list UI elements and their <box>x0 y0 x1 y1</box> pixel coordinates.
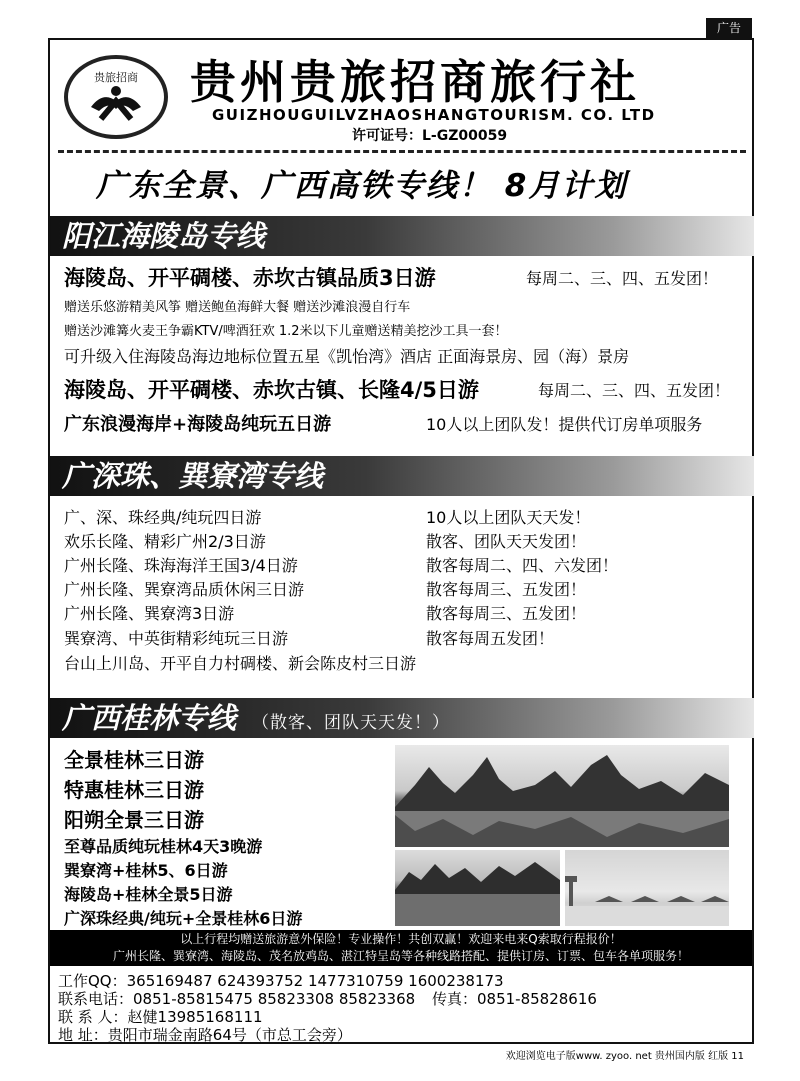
guilin-karst-photo <box>395 745 729 847</box>
fax-label: 传真： <box>431 990 477 1008</box>
route-name: 广州长隆、巽寮湾品质休闲三日游 <box>64 580 305 599</box>
person-label: 联 系 人： <box>58 1008 128 1026</box>
route-schedule: 散客、团队天天发团！ <box>426 532 587 551</box>
notice-line: 以上行程均赠送旅游意外保险！专业操作！共创双赢！欢迎来电来Q索取行程报价！ <box>180 932 622 946</box>
company-name: 贵州贵旅招商旅行社 <box>190 55 640 109</box>
company-name-en: GUIZHOUGUILVZHAOSHANGTOURISM. CO. LTD <box>212 106 656 124</box>
page-footer: 欢迎浏览电子版www. zyoo. net 贵州国内版 红版 11 <box>505 1051 744 1062</box>
phone-value: 0851-85815475 85823308 85823368 <box>133 990 416 1008</box>
company-logo <box>64 55 168 139</box>
route-name: 台山上川岛、开平自力村碉楼、新会陈皮村三日游 <box>64 654 417 673</box>
route-name: 特惠桂林三日游 <box>64 778 204 802</box>
section-title-guilin <box>48 698 754 738</box>
address-value: 贵阳市瑞金南路64号（市总工会旁） <box>107 1026 352 1044</box>
route-schedule: 每周二、三、四、五发团！ <box>526 269 719 288</box>
route-schedule: 散客每周二、四、六发团！ <box>426 556 619 575</box>
ad-tag: 广告 <box>706 18 752 38</box>
beach-photo <box>565 850 729 926</box>
route-perk: 赠送乐悠游精美风筝 赠送鲍鱼海鲜大餐 赠送沙滩浪漫自行车 <box>64 300 411 315</box>
phone-label: 联系电话： <box>58 990 134 1008</box>
route-line: 海陵岛、开平碉楼、赤坎古镇、长隆4/5日游 <box>64 378 479 402</box>
logo-mark-icon <box>71 61 161 133</box>
route-name: 欢乐长隆、精彩广州2/3日游 <box>64 532 266 551</box>
headline-slogan: 广东全景、广西高铁专线！ 8月计划 <box>96 168 628 204</box>
route-name: 巽寮湾、中英街精彩纯玩三日游 <box>64 629 289 648</box>
fax-value: 0851-85828616 <box>476 990 597 1008</box>
section-title-yangjiang <box>48 216 754 256</box>
contact-address <box>58 1024 352 1045</box>
svg-text:贵旅招商: 贵旅招商 <box>94 71 138 84</box>
route-schedule: 散客每周三、五发团！ <box>426 604 587 623</box>
route-schedule: 10人以上团队发！提供代订房单项服务 <box>426 415 703 434</box>
address-label: 地 址： <box>58 1026 108 1044</box>
route-schedule: 每周二、三、四、五发团！ <box>538 381 731 400</box>
route-name: 至尊品质纯玩桂林4天3晚游 <box>64 837 263 856</box>
route-upgrade: 可升级入住海陵岛海边地标位置五星《凯怡湾》酒店 正面海景房、园（海）景房 <box>64 347 630 366</box>
route-schedule: 散客每周三、五发团！ <box>426 580 587 599</box>
route-name: 广深珠经典/纯玩+全景桂林6日游 <box>64 909 303 928</box>
section-title-text: 广深珠、巽寮湾专线 <box>62 459 324 493</box>
route-name: 海陵岛+桂林全景5日游 <box>64 885 233 904</box>
river-photo <box>395 850 560 926</box>
section-note: （散客、团队天天发！） <box>252 713 451 733</box>
route-name: 阳朔全景三日游 <box>64 808 204 832</box>
route-name: 广州长隆、珠海海洋王国3/4日游 <box>64 556 298 575</box>
qq-label: 工作QQ： <box>58 972 127 990</box>
route-name: 广州长隆、巽寮湾3日游 <box>64 604 235 623</box>
route-perk: 赠送沙滩篝火麦王争霸KTV/啤酒狂欢 1.2米以下儿童赠送精美挖沙工具一套！ <box>64 324 508 339</box>
section-title-guangshenzhu <box>48 456 754 496</box>
route-name: 全景桂林三日游 <box>64 748 204 772</box>
route-line: 广东浪漫海岸+海陵岛纯玩五日游 <box>64 414 332 435</box>
route-name: 巽寮湾+桂林5、6日游 <box>64 861 228 880</box>
person-value: 赵健13985168111 <box>127 1008 263 1026</box>
section-title-text: 阳江海陵岛专线 <box>62 219 266 253</box>
route-line: 海陵岛、开平碉楼、赤坎古镇品质3日游 <box>64 266 436 290</box>
header-divider <box>58 150 746 153</box>
route-schedule: 10人以上团队天天发！ <box>426 508 591 527</box>
route-schedule: 散客每周五发团！ <box>426 629 555 648</box>
license-number: 许可证号：L-GZ00059 <box>352 128 508 144</box>
section-title-text: 广西桂林专线 <box>62 701 237 735</box>
notice-bar <box>50 930 752 966</box>
route-name: 广、深、珠经典/纯玩四日游 <box>64 508 262 527</box>
qq-value: 365169487 624393752 1477310759 1600238173 <box>126 972 504 990</box>
notice-line: 广州长隆、巽寮湾、海陵岛、茂名放鸡岛、湛江特呈岛等各种线路搭配、提供订房、订票、包车各单项服务！ <box>112 949 689 963</box>
